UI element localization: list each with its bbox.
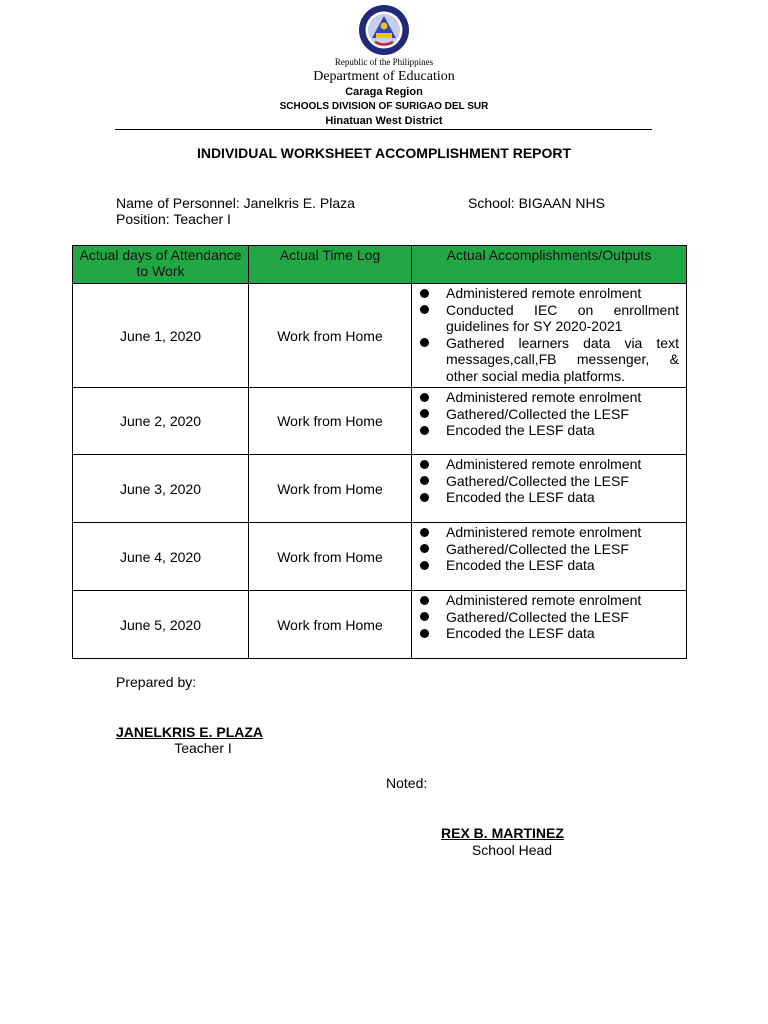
report-title: INDIVIDUAL WORKSHEET ACCOMPLISHMENT REPORT xyxy=(196,145,572,161)
time-log: Work from Home xyxy=(249,523,412,591)
region-text: Caraga Region xyxy=(345,86,423,98)
attendance-date: June 3, 2020 xyxy=(73,455,249,523)
attendance-date: June 4, 2020 xyxy=(73,523,249,591)
republic-text: Republic of the Philippines xyxy=(334,57,434,67)
bullet-icon xyxy=(420,338,429,347)
list-item xyxy=(420,541,679,558)
accomplishment-text: Encoded the LESF data xyxy=(446,489,595,506)
list-item xyxy=(420,422,679,439)
accomplishment-text: Gathered/Collected the LESF xyxy=(446,608,629,625)
list-item xyxy=(420,473,679,490)
time-log: Work from Home xyxy=(249,388,412,455)
accomplishment-text: Gathered learners data via text messages,call,FB messenger, & other social media platforms. xyxy=(446,334,679,384)
list-item xyxy=(420,592,679,609)
noter-name: REX B. MARTINEZ xyxy=(441,825,564,841)
column-header-attendance: Actual days of Attendance to Work xyxy=(73,246,249,284)
bullet-icon xyxy=(420,561,429,570)
preparer-name: JANELKRIS E. PLAZA xyxy=(116,724,264,740)
accomplishment-text: Encoded the LESF data xyxy=(446,557,595,574)
bullet-icon xyxy=(420,528,429,537)
accomplishment-text: Gathered/Collected the LESF xyxy=(446,540,629,557)
time-log: Work from Home xyxy=(249,284,412,388)
accomplishment-text: Administered remote enrolment xyxy=(446,456,642,472)
bullet-icon xyxy=(420,476,429,485)
accomplishments-cell xyxy=(412,591,687,659)
bullet-icon xyxy=(420,409,429,418)
attendance-date: June 2, 2020 xyxy=(73,388,249,455)
list-item xyxy=(420,335,679,385)
column-header-time-log: Actual Time Log xyxy=(249,246,412,284)
bullet-icon xyxy=(420,629,429,638)
bullet-icon xyxy=(420,289,429,298)
accomplishment-text: Encoded the LESF data xyxy=(446,422,595,439)
list-item xyxy=(420,524,679,541)
noter-position: School Head xyxy=(471,842,553,858)
list-item xyxy=(420,625,679,642)
prepared-by-label: Prepared by: xyxy=(116,674,197,690)
bullet-icon xyxy=(420,460,429,469)
table-row xyxy=(73,284,687,388)
bullet-icon xyxy=(420,305,429,314)
school-name: School: BIGAAN NHS xyxy=(468,195,605,211)
list-item xyxy=(420,302,679,335)
accomplishment-text: Conducted IEC on enrollment guidelines for SY 2020-2021 xyxy=(446,301,679,335)
table-header-row xyxy=(73,246,687,284)
accomplishments-cell xyxy=(412,523,687,591)
bullet-icon xyxy=(420,426,429,435)
accomplishment-text: Encoded the LESF data xyxy=(446,625,595,642)
division-text: SCHOOLS DIVISION OF SURIGAO DEL SUR xyxy=(279,101,489,112)
table-row xyxy=(73,523,687,591)
attendance-date: June 5, 2020 xyxy=(73,591,249,659)
list-item xyxy=(420,456,679,473)
accomplishment-text: Gathered/Collected the LESF xyxy=(446,405,629,422)
column-header-accomplishments: Actual Accomplishments/Outputs xyxy=(412,246,687,284)
time-log: Work from Home xyxy=(249,591,412,659)
bullet-icon xyxy=(420,544,429,553)
accomplishment-text: Administered remote enrolment xyxy=(446,592,642,608)
table-row xyxy=(73,591,687,659)
personnel-position: Position: Teacher I xyxy=(116,211,231,227)
list-item xyxy=(420,557,679,574)
bullet-icon xyxy=(420,596,429,605)
list-item xyxy=(420,609,679,626)
list-item xyxy=(420,489,679,506)
accomplishments-cell xyxy=(412,455,687,523)
deped-seal-icon xyxy=(358,4,410,56)
accomplishment-text: Administered remote enrolment xyxy=(446,285,642,301)
noted-label: Noted: xyxy=(386,775,428,791)
accomplishments-cell xyxy=(412,284,687,388)
list-item xyxy=(420,389,679,406)
accomplishment-text: Administered remote enrolment xyxy=(446,389,642,405)
bullet-icon xyxy=(420,612,429,621)
accomplishment-table xyxy=(72,245,687,659)
accomplishments-cell xyxy=(412,388,687,455)
department-text: Department of Education xyxy=(313,69,455,84)
list-item xyxy=(420,285,679,302)
bullet-icon xyxy=(420,393,429,402)
header-divider xyxy=(115,129,652,130)
bullet-icon xyxy=(420,493,429,502)
table-row xyxy=(73,388,687,455)
attendance-date: June 1, 2020 xyxy=(73,284,249,388)
district-text: Hinatuan West District xyxy=(325,115,443,127)
accomplishment-text: Gathered/Collected the LESF xyxy=(446,472,629,489)
list-item xyxy=(420,406,679,423)
accomplishment-text: Administered remote enrolment xyxy=(446,524,642,540)
table-row xyxy=(73,455,687,523)
preparer-position: Teacher I xyxy=(174,740,232,756)
personnel-name: Name of Personnel: Janelkris E. Plaza xyxy=(116,195,355,211)
time-log: Work from Home xyxy=(249,455,412,523)
